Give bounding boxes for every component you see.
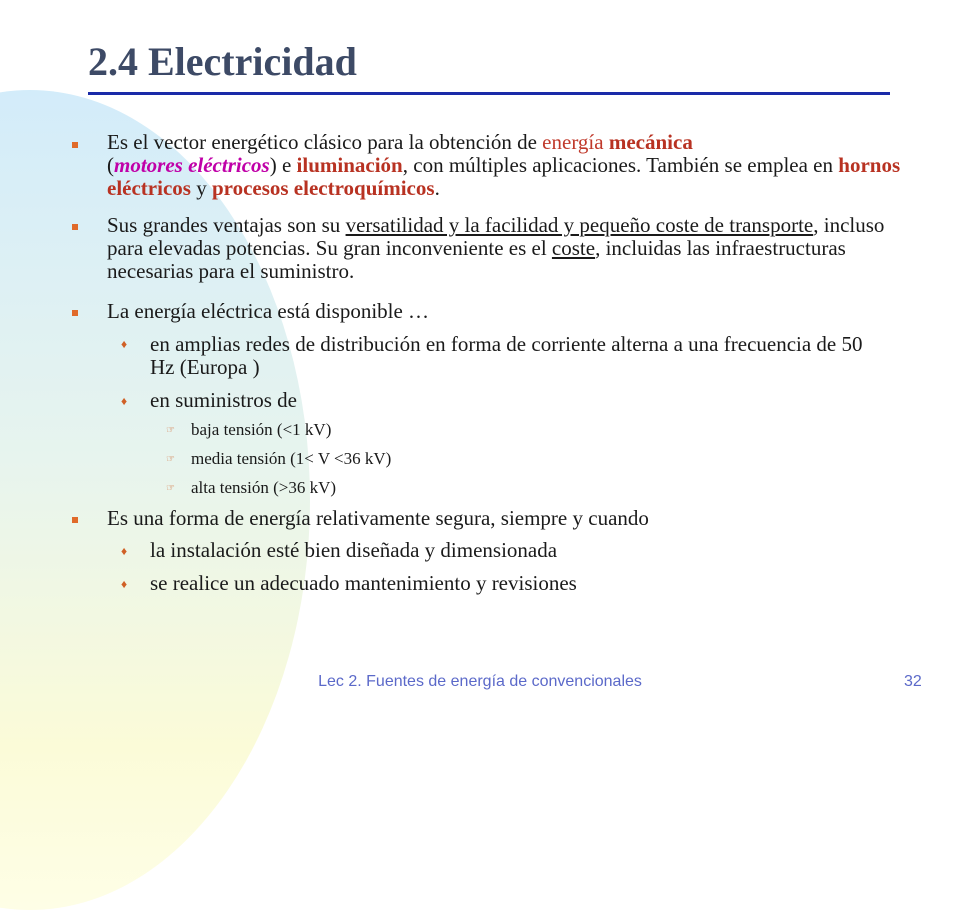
diamond-bullet-icon: ♦: [121, 544, 128, 558]
bullet-1-part-10: y: [190, 176, 212, 200]
bullet-1-text: [107, 131, 907, 200]
bullet-4-text: Es una forma de energía relativamente segura, siempre y cuando: [107, 506, 649, 530]
pointing-hand-bullet-icon: ☞: [166, 483, 175, 494]
bullet-1-hornos: hornos eléctricos: [107, 153, 901, 200]
bullet-3-text: La energía eléctrica está disponible …: [107, 299, 430, 323]
bullet-2-part-3: , incluso para elevadas potencias. Su gran inconveniente es el: [107, 213, 885, 260]
bullet-1-paren-open: (: [107, 153, 114, 177]
bullet-1-mecanica: mecánica: [608, 130, 693, 154]
bullet-4-sub-1: la instalación esté bien diseñada y dimensionada: [150, 538, 558, 562]
tension-item-2: media tensión (1< V <36 kV): [191, 449, 392, 468]
diamond-bullet-icon: ♦: [121, 394, 128, 408]
bullet-1-part-1: Es el vector energético clásico para la obtención de: [107, 130, 543, 154]
bullet-1-energy: energía: [542, 130, 609, 154]
square-bullet-icon: [72, 224, 78, 230]
bullet-1-procesos: procesos electroquímicos: [211, 176, 435, 200]
bullet-1-part-8: , con múltiples aplicaciones. También se emplea en: [402, 153, 839, 177]
bullet-2-part-5: , incluidas las infraestructuras necesarias para el suministro.: [107, 236, 846, 283]
tension-item-1: baja tensión (<1 kV): [191, 420, 332, 439]
bullet-1-iluminacion: iluminación: [296, 153, 403, 177]
pointing-hand-bullet-icon: ☞: [166, 454, 175, 465]
diamond-bullet-icon: ♦: [121, 337, 128, 351]
square-bullet-icon: [72, 142, 78, 148]
square-bullet-icon: [72, 310, 78, 316]
bullet-3-sub-2: en suministros de: [150, 388, 297, 412]
bullet-1-part-6: ) e: [269, 153, 297, 177]
bullet-3-sub-1: en amplias redes de distribución en forma de corriente alterna a una frecuencia de 50 Hz (Europa ): [150, 332, 863, 379]
slide-title: 2.4 Electricidad: [88, 39, 357, 84]
bullet-2-versatilidad: versatilidad y la facilidad y pequeño coste de transporte: [345, 213, 814, 237]
tension-item-3: alta tensión (>36 kV): [191, 478, 337, 497]
bullet-2-part-1: Sus grandes ventajas son su: [107, 213, 346, 237]
pointing-hand-bullet-icon: ☞: [166, 425, 175, 436]
slide-footer: Lec 2. Fuentes de energía de convencionales: [318, 673, 642, 690]
bullet-1-motores: motores eléctricos: [114, 153, 270, 177]
square-bullet-icon: [72, 517, 78, 523]
bullet-1-period: .: [434, 176, 440, 200]
diamond-bullet-icon: ♦: [121, 577, 128, 591]
page-number: 32: [904, 673, 922, 690]
bullet-4-sub-2: se realice un adecuado mantenimiento y revisiones: [150, 571, 577, 595]
bullet-2-text: [107, 214, 907, 283]
bullet-2-coste: coste: [551, 236, 596, 260]
